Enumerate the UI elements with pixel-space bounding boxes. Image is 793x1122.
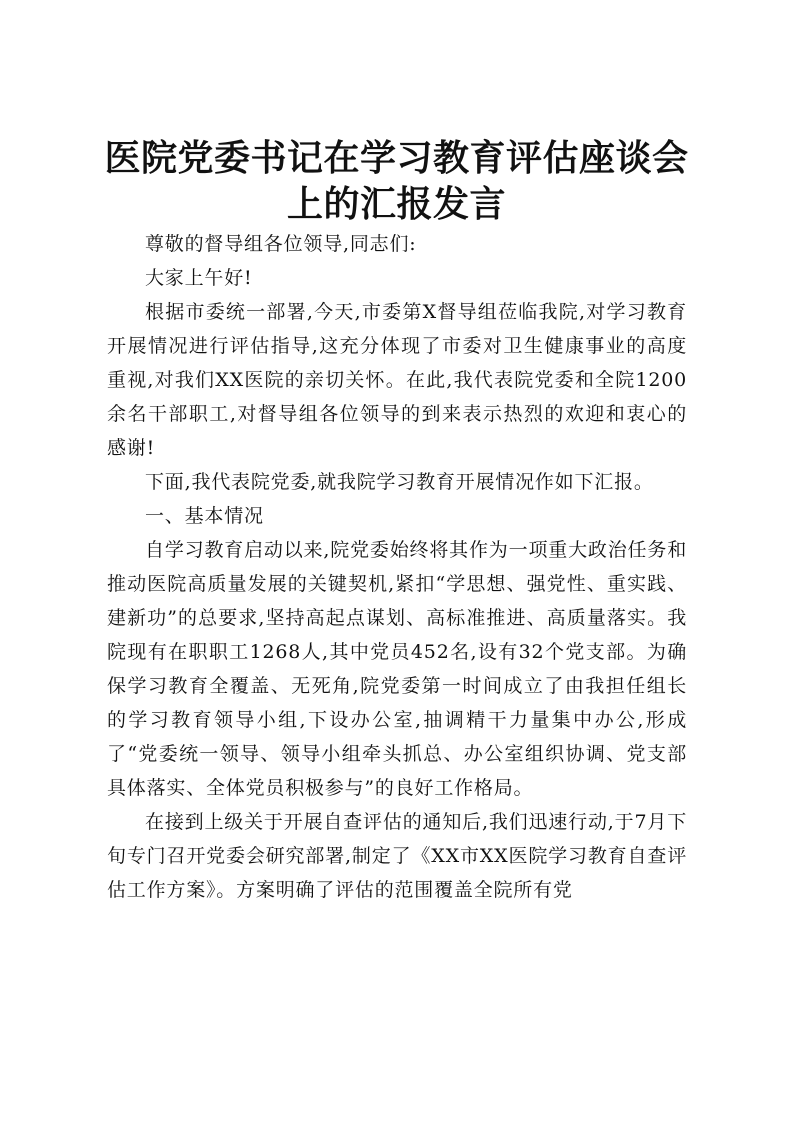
intro-paragraph: 根据市委统一部署,今天,市委第X督导组莅临我院,对学习教育开展情况进行评估指导,这充分体现了市委对卫生健康事业的高度重视,对我们XX医院的亲切关怀。在此,我代表院党委和全院1200余名干部职工,对督导组各位领导的到来表示热烈的欢迎和衷心的感谢!	[107, 301, 687, 459]
salutation: 尊敬的督导组各位领导,同志们:	[145, 233, 417, 255]
report-intro-paragraph: 下面,我代表院党委,就我院学习教育开展情况作如下汇报。	[145, 471, 654, 493]
self-assessment-paragraph: 在接到上级关于开展自查评估的通知后,我们迅速行动,于7月下旬专门召开党委会研究部署,制定了《XX市XX医院学习教育自查评估工作方案》。方案明确了评估的范围覆盖全院所有党	[107, 811, 687, 901]
document-body	[107, 227, 687, 907]
basic-situation-paragraph: 自学习教育启动以来,院党委始终将其作为一项重大政治任务和推动医院高质量发展的关键契机,紧扣“学思想、强党性、重实践、建新功”的总要求,坚持高起点谋划、高标准推进、高质量落实。我院现有在职职工1268人,其中党员452名,设有32个党支部。为确保学习教育全覆盖、无死角,院党委第一时间成立了由我担任组长的学习教育领导小组,下设办公室,抽调精干力量集中办公,形成了“党委统一领导、领导小组牵头抓总、办公室组织协调、党支部具体落实、全体党员积极参与”的良好工作格局。	[107, 539, 687, 799]
greeting: 大家上午好!	[145, 267, 253, 289]
section-heading: 一、基本情况	[145, 505, 264, 527]
document-title: 医院党委书记在学习教育评估座谈会上的汇报发言	[104, 138, 689, 225]
